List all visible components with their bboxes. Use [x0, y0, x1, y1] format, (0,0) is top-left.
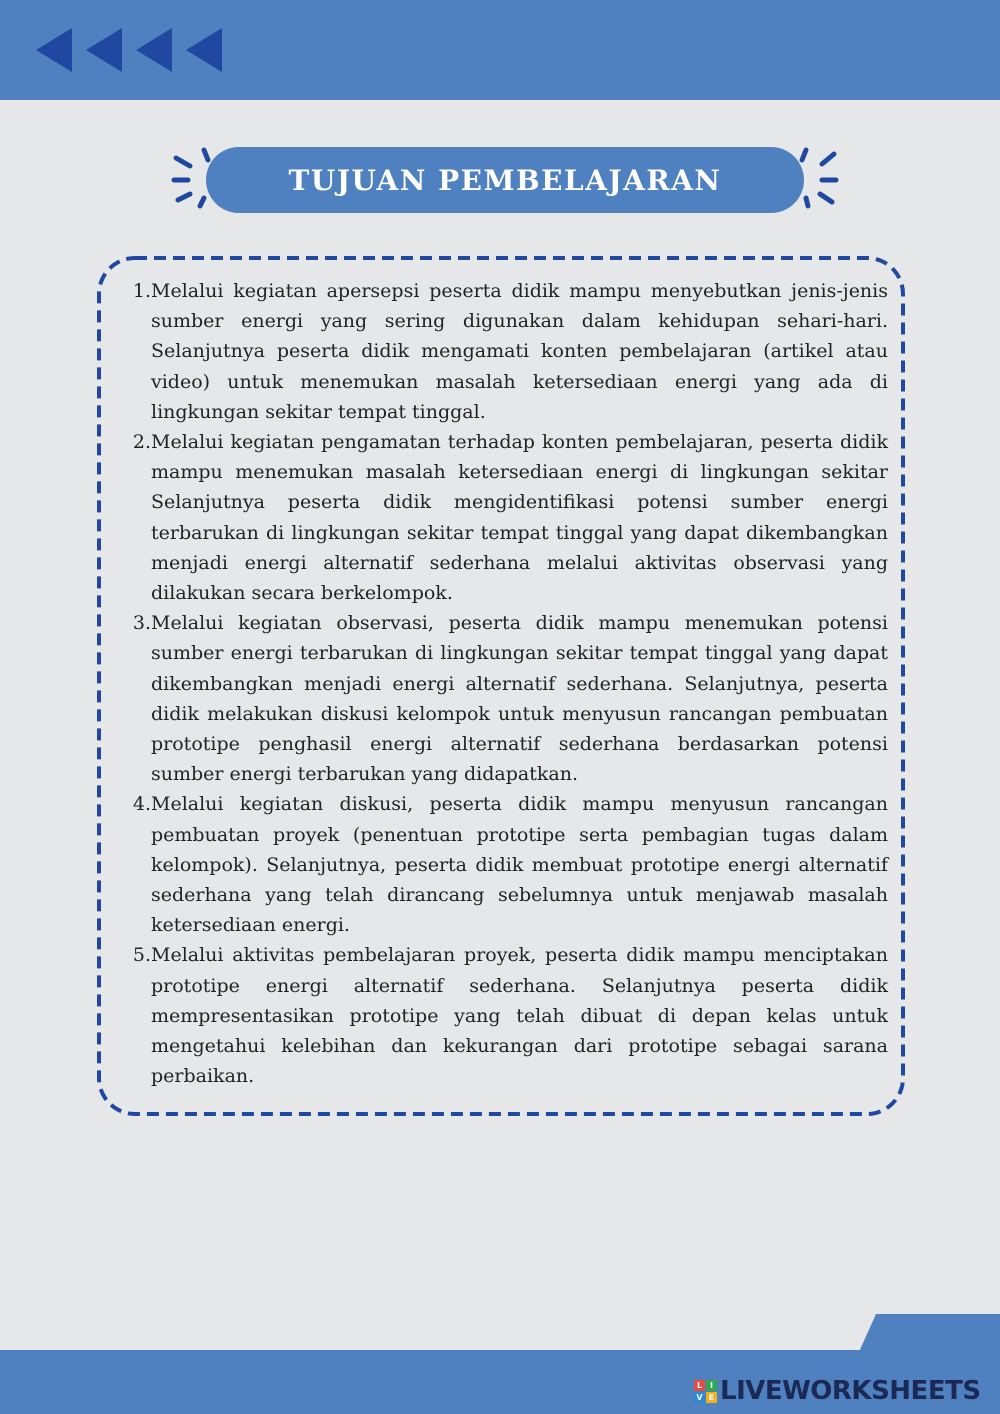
sparkle-right-icon [796, 140, 840, 220]
liveworksheets-logo[interactable] [694, 1374, 981, 1408]
title-pill [206, 147, 804, 213]
list-item [120, 789, 888, 940]
logo-text: LIVEWORKSHEETS [720, 1376, 981, 1406]
item-number: 3. [132, 612, 151, 635]
live-mark-icon: L I V E [694, 1380, 717, 1403]
item-number: 5. [132, 944, 151, 967]
objectives-list [120, 276, 888, 1091]
item-text: Melalui kegiatan pengamatan terhadap konten pembelajaran, peserta didik mampu menemukan masalah ketersediaan energi di lingkungan sekitar Selanjutnya peserta didik mengidentifikasi potensi sumber energi terbarukan di lingkungan sekitar tempat tinggal yang dapat dikembangkan menjadi energi alternatif sederhana melalui aktivitas observasi yang dilakukan secara berkelompok. [151, 431, 888, 605]
list-item [120, 608, 888, 789]
list-item [120, 427, 888, 608]
item-text: Melalui aktivitas pembelajaran proyek, peserta didik mampu menciptakan prototipe energi alternatif sederhana. Selanjutnya peserta didik mempresentasikan prototipe yang telah dibuat di depan kelas untuk mengetahui kelebihan dan kekurangan dari prototipe sebagai sarana perbaikan. [151, 944, 888, 1088]
item-text: Melalui kegiatan diskusi, peserta didik mampu menyusun rancangan pembuatan proyek (penentuan prototipe serta pembagian tugas dalam kelompok). Selanjutnya, peserta didik membuat prototipe energi alternatif sederhana yang telah dirancang sebelumnya untuk menjawab masalah ketersediaan energi. [151, 793, 888, 937]
list-item [120, 940, 888, 1091]
item-text: Melalui kegiatan observasi, peserta didik mampu menemukan potensi sumber energi terbarukan di lingkungan sekitar tempat tinggal yang dapat dikembangkan menjadi energi alternatif sederhana. Selanjutnya, peserta didik melakukan diskusi kelompok untuk menyusun rancangan pembuatan prototipe penghasil energi alternatif sederhana berdasarkan potensi sumber energi terbarukan yang didapatkan. [151, 612, 888, 786]
header-band [0, 0, 1000, 100]
triple-left-chevron-icon [36, 28, 236, 72]
item-text: Melalui kegiatan apersepsi peserta didik mampu menyebutkan jenis-jenis sumber energi yang sering digunakan dalam kehidupan sehari-hari. Selanjutnya peserta didik mengamati konten pembelajaran (artikel atau video) untuk menemukan masalah ketersediaan energi yang ada di lingkungan sekitar tempat tinggal. [151, 280, 888, 423]
footer-tab [858, 1314, 1000, 1354]
list-item [120, 276, 888, 427]
item-number: 1. [132, 280, 151, 302]
title-banner [170, 140, 840, 220]
page-title: TUJUAN PEMBELAJARAN [288, 163, 722, 197]
item-number: 4. [132, 793, 151, 816]
item-number: 2. [132, 431, 151, 454]
